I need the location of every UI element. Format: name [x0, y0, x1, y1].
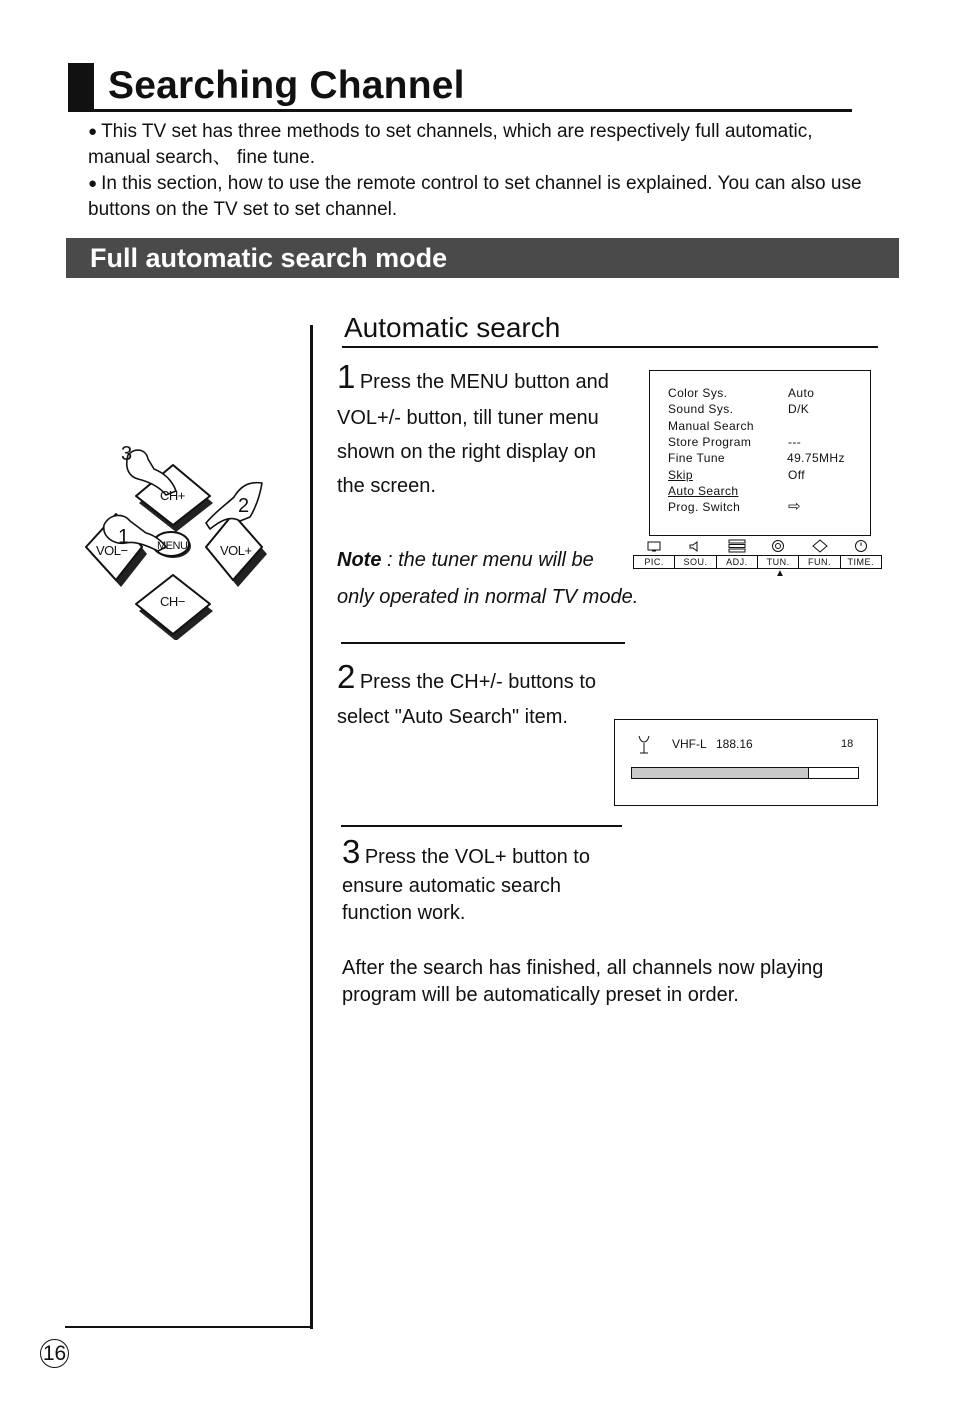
sliders-icon	[716, 537, 758, 555]
menu-label: MENU	[157, 540, 188, 552]
note-line-1: Note : the tuner menu will be	[337, 549, 594, 571]
step-1-line: the screen.	[337, 475, 436, 497]
menu-tab-strip	[633, 555, 882, 569]
bottom-rule	[65, 1326, 313, 1328]
step-separator	[341, 642, 625, 644]
channel-number: 18	[841, 738, 854, 750]
section-title: Full automatic search mode	[90, 243, 448, 273]
antenna-icon	[637, 734, 651, 756]
intro-paragraph-1: ● This TV set has three methods to set channels, which are respectively full automatic, manual search、 fine tune.	[88, 121, 813, 168]
column-divider	[310, 325, 313, 1329]
search-progress-screen	[614, 719, 878, 806]
title-accent-bar	[68, 63, 94, 112]
tv-icon	[633, 537, 675, 555]
tab-pic: PIC.	[634, 556, 675, 568]
ch-plus-label: CH+	[160, 488, 185, 503]
page-title: Searching Channel	[108, 64, 465, 107]
selected-tab-pointer-icon: ▲	[775, 568, 785, 579]
vol-plus-label: VOL+	[220, 543, 252, 558]
step-mark-3: 3	[121, 443, 133, 465]
search-progress-bar	[631, 767, 859, 779]
step-3-line: function work.	[342, 902, 466, 924]
step-1-line: VOL+/- button, till tuner menu	[337, 407, 599, 429]
after-search-line-1: After the search has finished, all channels now playing	[342, 957, 824, 979]
step-number: 1	[337, 358, 356, 395]
band-label: VHF-L	[672, 737, 707, 751]
frequency-value: 188.16	[716, 737, 753, 751]
arrow-right-icon: ⇨	[788, 498, 801, 515]
clock-icon	[841, 537, 883, 555]
note-line-2: only operated in normal TV mode.	[337, 586, 639, 608]
tab-time: TIME.	[847, 557, 875, 567]
step-mark-2: 2	[238, 495, 250, 517]
diamond-icon	[799, 537, 841, 555]
search-progress-fill	[632, 768, 809, 778]
step-mark-1: 1	[118, 526, 130, 548]
step-3: 3 Press the VOL+ button to	[342, 833, 590, 870]
vol-minus-label: VOL−	[96, 543, 128, 558]
menu-tab-icons	[633, 537, 882, 555]
bullet-icon: ●	[88, 123, 98, 140]
page-number: 16	[40, 1339, 69, 1368]
step-2-line: select "Auto Search" item.	[337, 706, 568, 728]
speaker-icon	[675, 537, 717, 555]
tab-adj: ADJ.	[717, 556, 758, 568]
intro-paragraph-2: ● In this section, how to use the remote control to set channel is explained. You can also use buttons on the TV set to set channel.	[88, 173, 862, 220]
title-rule	[94, 109, 852, 112]
remote-buttons-illustration	[80, 425, 280, 640]
subsection-rule	[342, 346, 878, 348]
step-number: 3	[342, 833, 361, 870]
step-1: 1 Press the MENU button and	[337, 358, 609, 395]
note-label: Note	[337, 549, 382, 571]
step-3-line: ensure automatic search	[342, 875, 562, 897]
ch-minus-label: CH−	[160, 594, 185, 609]
tab-sou: SOU.	[675, 556, 716, 568]
bullet-icon: ●	[88, 175, 98, 192]
tab-tun: TUN.	[758, 556, 799, 568]
tuner-icon	[758, 537, 800, 555]
after-search-line-2: program will be automatically preset in order.	[342, 984, 739, 1006]
step-2: 2 Press the CH+/- buttons to	[337, 658, 597, 695]
subsection-title: Automatic search	[344, 312, 561, 343]
step-separator	[341, 825, 622, 827]
step-number: 2	[337, 658, 356, 695]
step-1-line: shown on the right display on	[337, 441, 597, 463]
tuner-menu-screen: Color Sys. Auto Sound Sys. D/K Manual Search Store Program --- Fine Tune 49.75MHz Skip Off Auto Search Prog. Switch ⇨	[649, 370, 871, 536]
tab-fun: FUN.	[799, 556, 840, 568]
